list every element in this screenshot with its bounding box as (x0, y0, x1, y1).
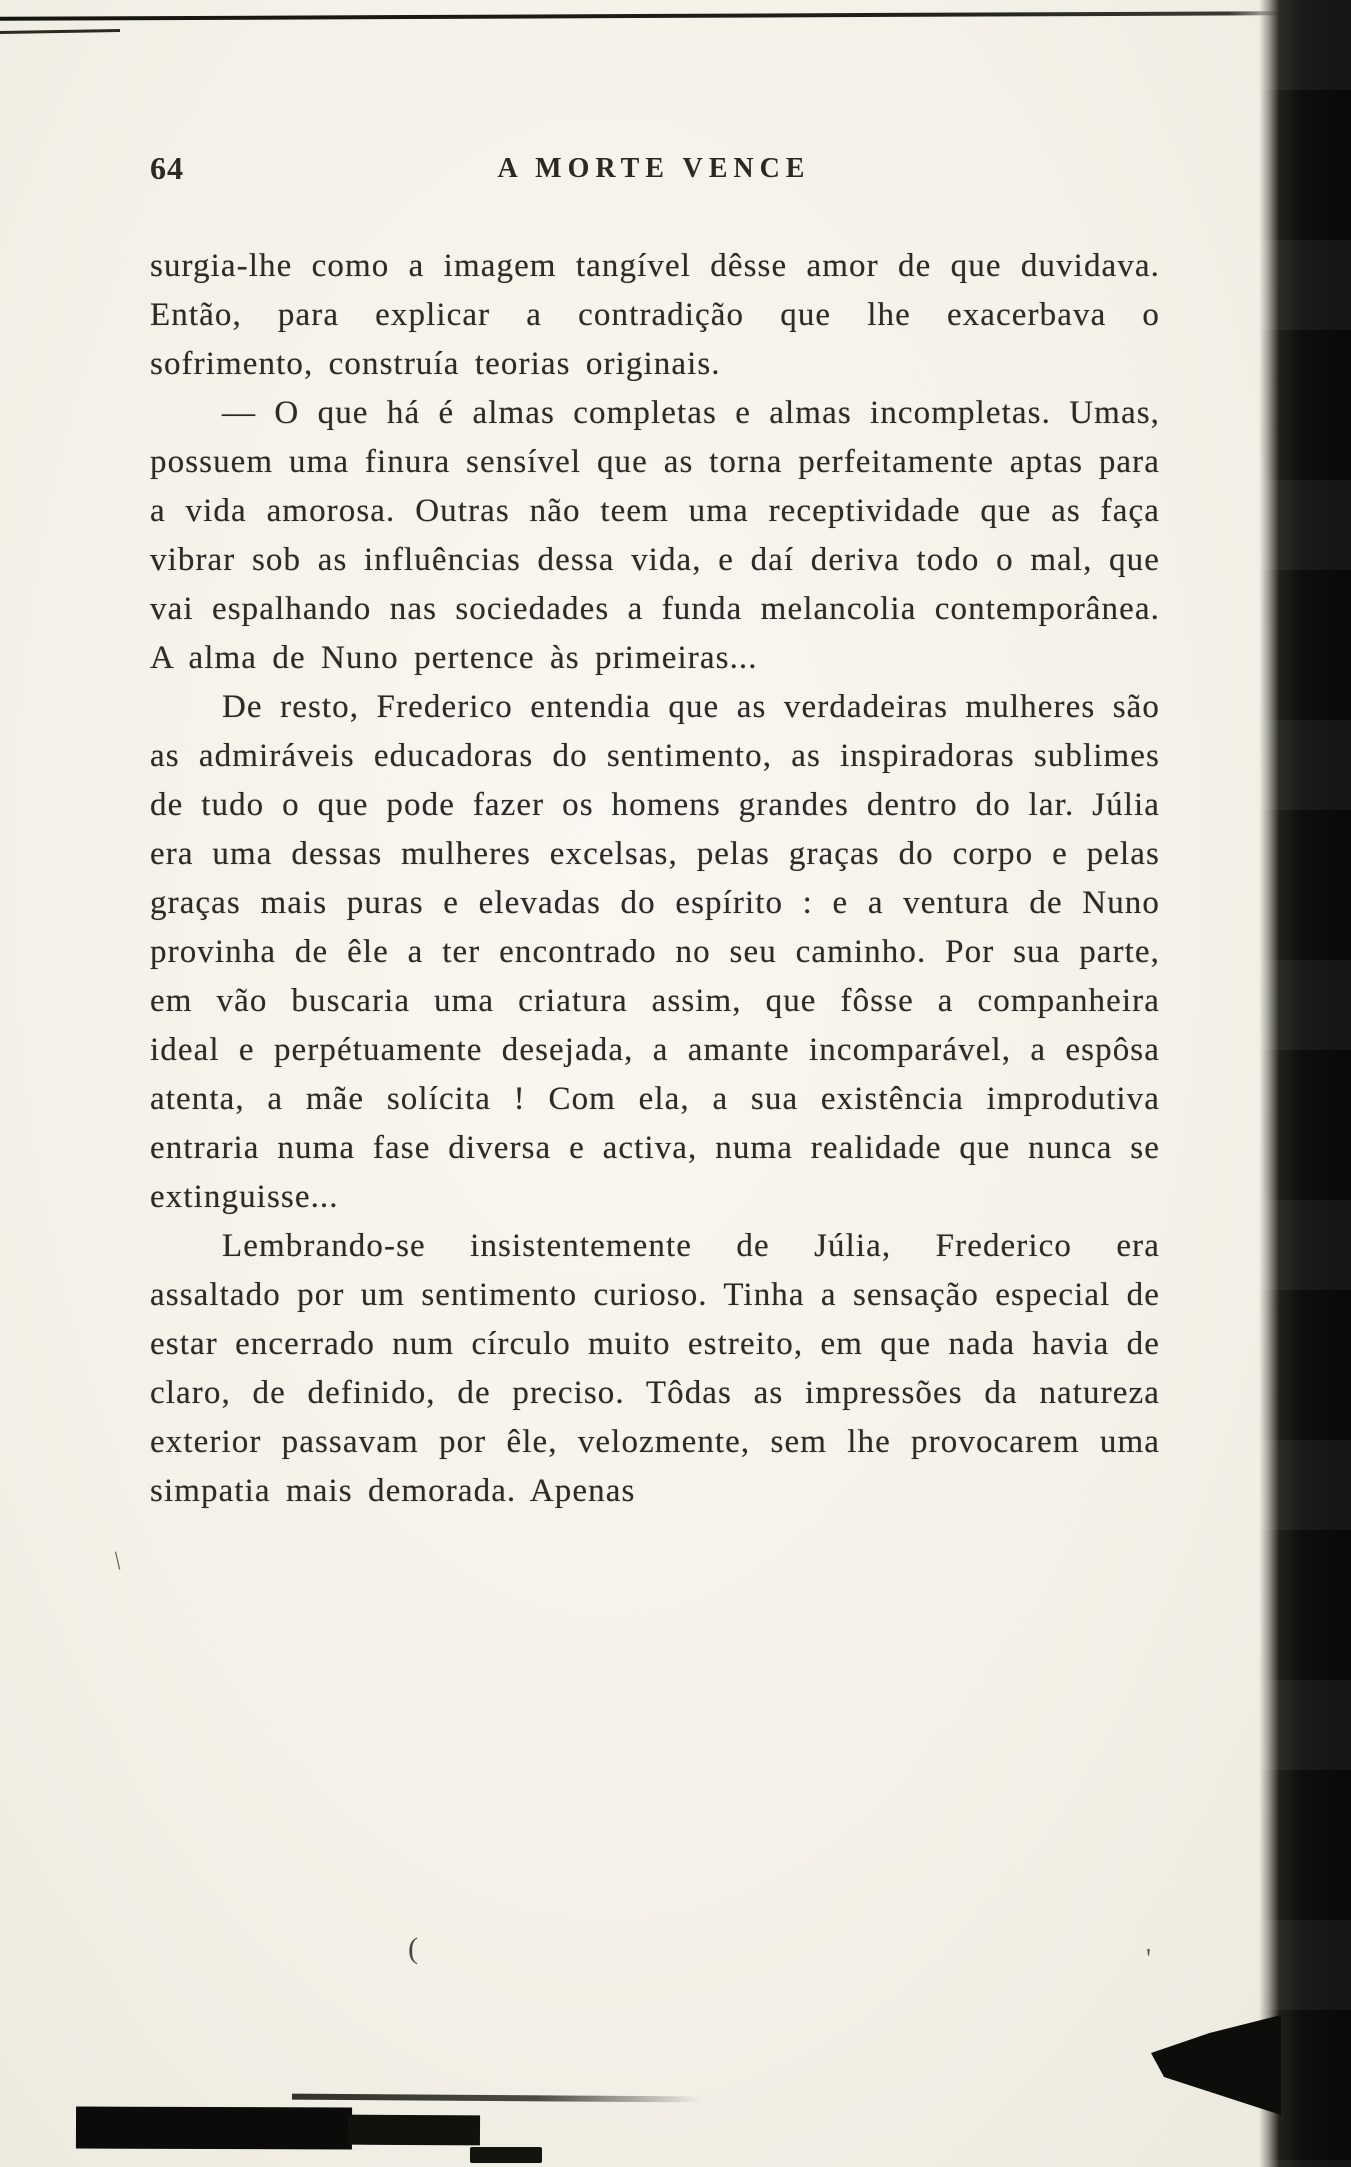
scan-bottom-right-smudge (1151, 2015, 1281, 2115)
scan-right-edge-band (1259, 0, 1351, 2167)
text-block (150, 242, 1160, 1516)
stray-mark-tick: ' (1146, 1944, 1152, 1975)
scan-bottom-left-smudge-secondary (348, 2115, 480, 2146)
scan-bottom-thin-line (292, 2094, 702, 2103)
running-title: A MORTE VENCE (497, 153, 811, 184)
stray-mark-paren: ( (408, 1932, 418, 1965)
scan-bottom-blob (470, 2147, 542, 2163)
scan-top-edge-line-secondary (0, 29, 120, 34)
paragraph: Lembrando-se insistentemente de Júlia, Frederico era assaltado por um sentimento curioso. Tinha a sensação especial de estar encerrado num círculo muito estreito, em que nada havia de claro, de definido, de preciso. Tôdas as impressões da natureza exterior passavam por êle, velozmente, sem lhe provocarem uma simpatia mais demorada. Apenas (150, 1228, 1160, 1509)
stray-mark-slash: \ (112, 1545, 123, 1576)
scan-bottom-left-smudge (76, 2107, 352, 2150)
page-header (150, 150, 1158, 192)
paragraph: — O que há é almas completas e almas incompletas. Umas, possuem uma finura sensível que as torna perfeitamente aptas para a vida amorosa. Outras não teem uma receptividade que as faça vibrar sob as influências dessa vida, e daí deriva todo o mal, que vai espalhando nas sociedades a funda melancolia contemporânea. A alma de Nuno pertence às primeiras... (150, 395, 1160, 676)
page-number: 64 (150, 150, 184, 186)
paragraph: surgia-lhe como a imagem tangível dêsse amor de que duvidava. Então, para explicar a contradição que lhe exacerbava o sofrimento, construía teorias originais. (150, 248, 1160, 382)
paragraph: De resto, Frederico entendia que as verdadeiras mulheres são as admiráveis educadoras do sentimento, as inspiradoras sublimes de tudo o que pode fazer os homens grandes dentro do lar. Júlia era uma dessas mulheres excelsas, pelas graças do corpo e pelas graças mais puras e elevadas do espírito : e a ventura de Nuno provinha de êle a ter encontrado no seu caminho. Por sua parte, em vão buscaria uma criatura assim, que fôsse a companheira ideal e perpétuamente desejada, a amante incomparável, a espôsa atenta, a mãe solícita ! Com ela, a sua existência improdutiva entraria numa fase diversa e activa, numa realidade que nunca se extinguisse... (150, 689, 1160, 1215)
scan-top-edge-line (0, 11, 1294, 21)
